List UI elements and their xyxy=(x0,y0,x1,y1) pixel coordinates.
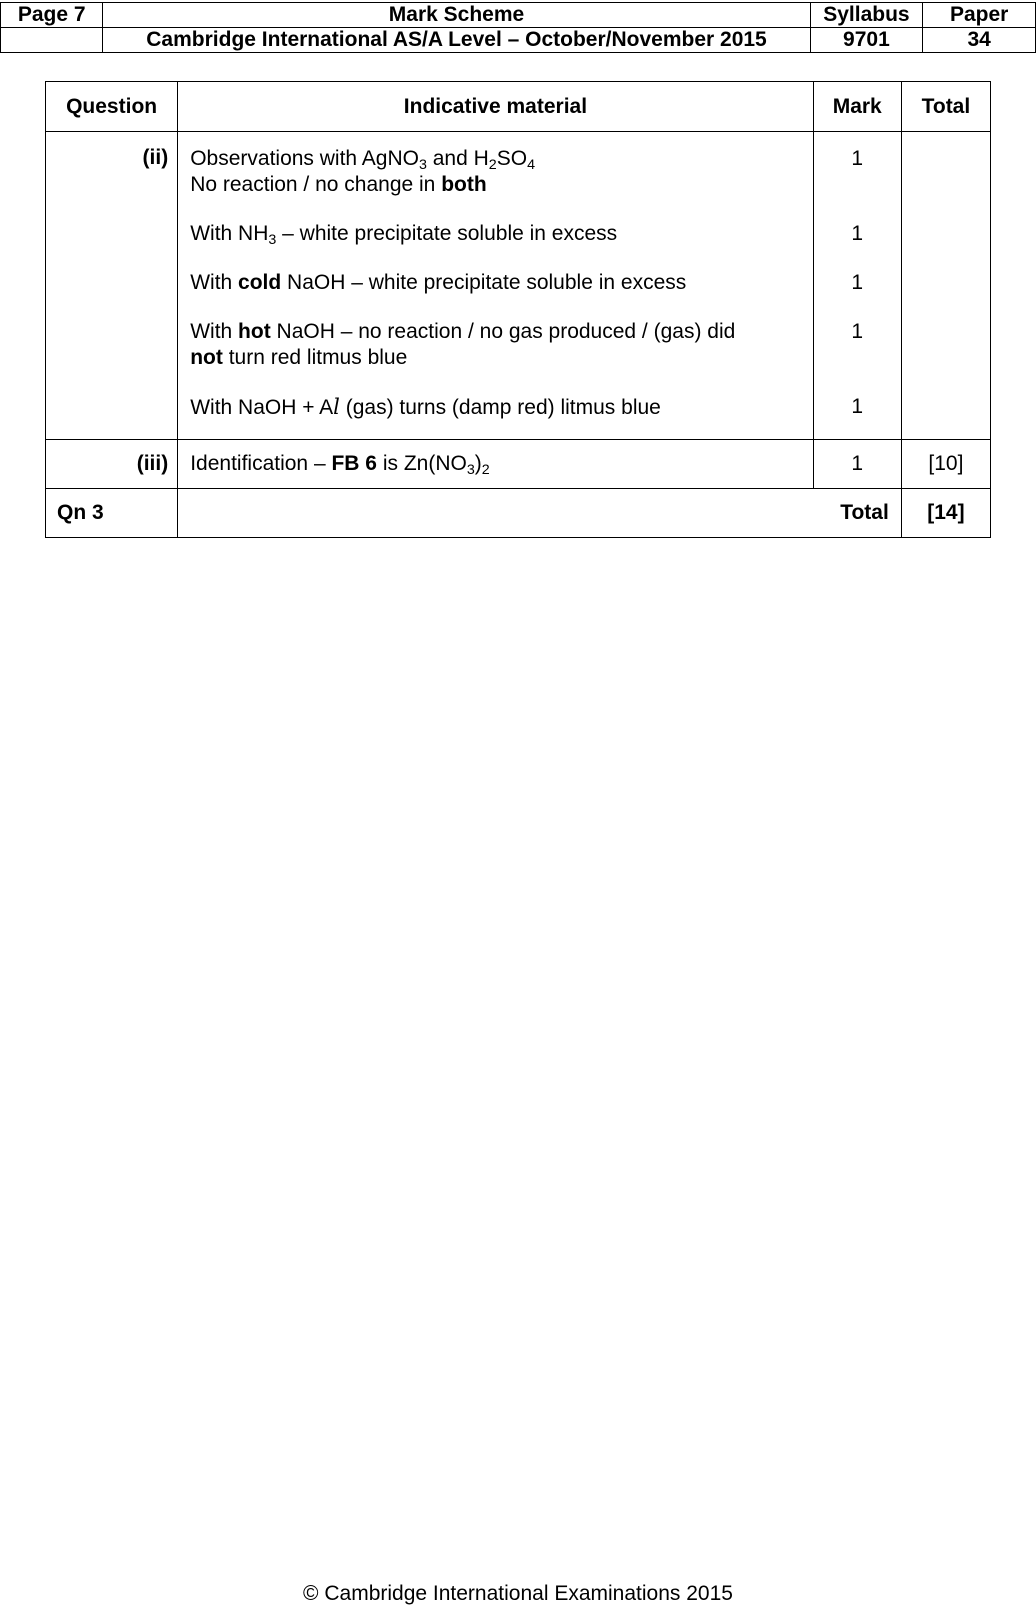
mark-cell-iii: 1 xyxy=(813,440,901,489)
paper-number: 34 xyxy=(923,28,1036,53)
material-cell-iii: Identification – FB 6 is $Zn(NO_3)_2$ xyxy=(178,440,813,489)
syllabus-code: 9701 xyxy=(810,28,923,53)
paper-label: Paper xyxy=(923,3,1036,28)
mark-header: Mark xyxy=(813,82,901,132)
mark-scheme-table xyxy=(45,81,991,538)
question-header: Question xyxy=(46,82,178,132)
table-row-ii xyxy=(46,132,991,440)
grand-total: [14] xyxy=(901,489,990,538)
total-cell-iii: [10] xyxy=(901,440,990,489)
marks-cell-ii: 1 1 1 1 1 xyxy=(813,132,901,440)
question-number: Qn 3 xyxy=(46,489,178,538)
table-row-iii xyxy=(46,440,991,489)
question-label-iii: (iii) xyxy=(46,440,178,489)
header-blank-cell xyxy=(1,28,103,53)
question-label-ii: (ii) xyxy=(46,132,178,440)
total-header: Total xyxy=(901,82,990,132)
total-cell-ii xyxy=(901,132,990,440)
table-header-row xyxy=(46,82,991,132)
summary-row xyxy=(46,489,991,538)
material-header: Indicative material xyxy=(178,82,813,132)
material-cell-ii: Observations with AgNO$_3$ and $H_2SO_4$ No reaction / no change in both With $NH_3$ – white precipitate soluble in excess With cold NaOH – white precipitate soluble in excess With hot NaOH – no reaction / no gas produced / (gas) did not turn red litmus blue With NaOH + Al (gas) turns (damp red) litmus blue xyxy=(178,132,813,440)
page-number: Page 7 xyxy=(1,3,103,28)
document-title: Mark Scheme xyxy=(103,3,810,28)
header-table xyxy=(0,2,1036,53)
total-label: Total xyxy=(178,489,902,538)
exam-name: Cambridge International AS/A Level – October/November 2015 xyxy=(103,28,810,53)
syllabus-label: Syllabus xyxy=(810,3,923,28)
copyright-footer: © Cambridge International Examinations 2015 xyxy=(303,1582,733,1605)
